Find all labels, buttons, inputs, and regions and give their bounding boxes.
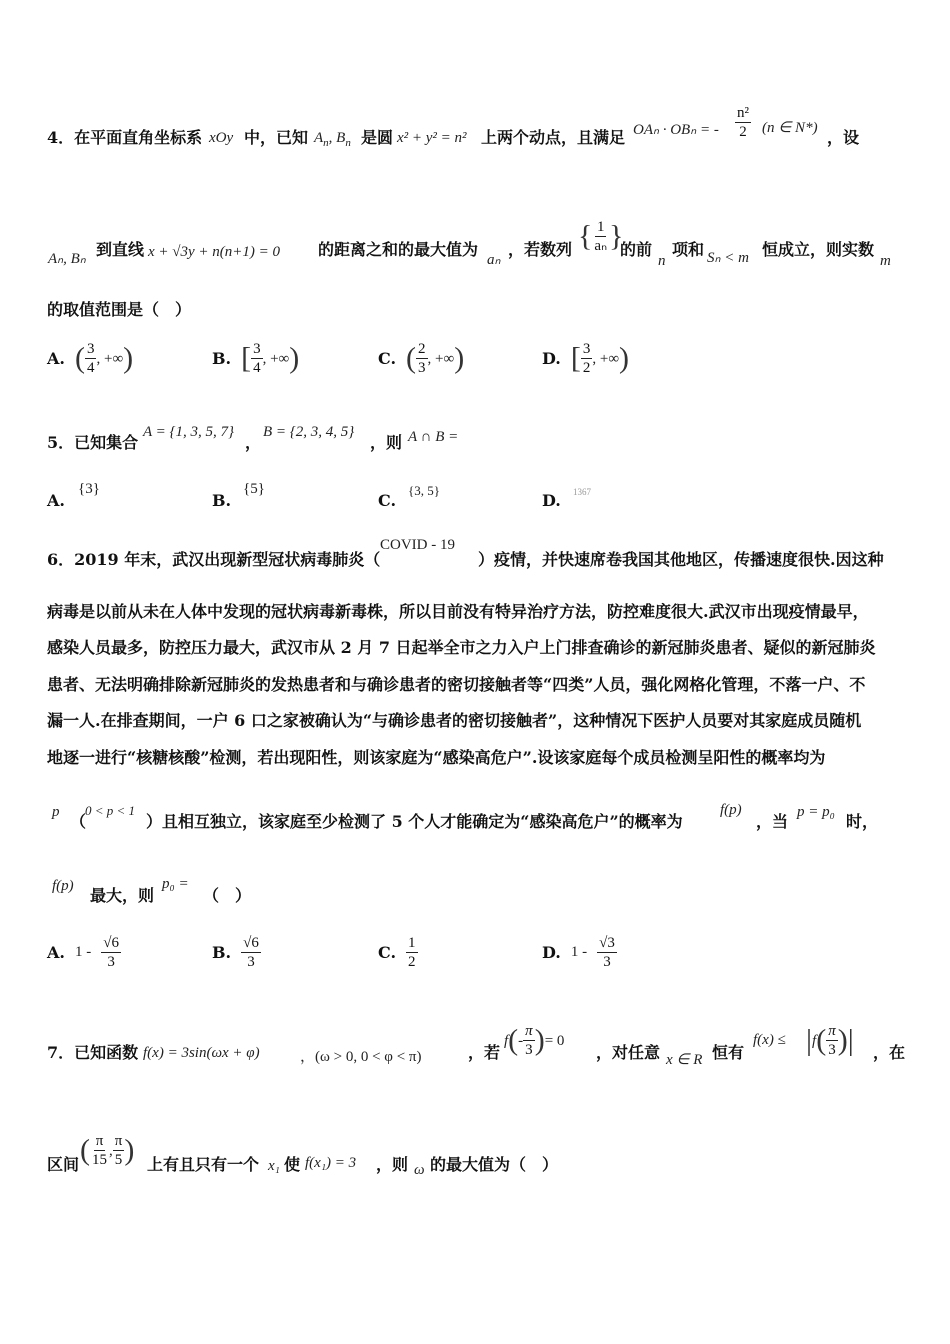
q4-seq-frac: { $\frac{1}{\text{aₙ}}$ } — [578, 219, 624, 254]
q5-setB: B = {2, 3, 4, 5} — [263, 424, 355, 440]
q7-in: ，在 — [873, 1043, 906, 1062]
q7-cond: ，(ω > 0, 0 < φ < π) — [300, 1049, 422, 1065]
q4-frac-den: 2 — [739, 124, 747, 140]
q6-line1b: ）疫情，并快速席卷我国其他地区，传播速度很快.因这种 — [478, 550, 884, 569]
q4-b-rest: , +∞ — [262, 351, 290, 367]
q6-option-b[interactable] — [212, 934, 261, 971]
q6-option-d[interactable] — [542, 934, 617, 971]
q6-when: ，当 — [756, 812, 789, 831]
q4-b-den: 4 — [253, 360, 261, 376]
q6-line6: 地逐一进行“核糖核酸”检测，若出现阳性，则该家庭为“感染高危户”.设该家庭每个成员检测呈阳性的概率均为 — [47, 748, 826, 767]
q5-option-b-label[interactable]: B. — [212, 491, 232, 510]
q5-option-a-label[interactable]: A. — [47, 491, 65, 510]
q6-blank: （ ） — [203, 886, 252, 905]
q4-seq-num: 1 — [596, 219, 605, 235]
q7-abs-three: 3 — [828, 1042, 836, 1058]
q7-forall: ，对任意 — [596, 1043, 661, 1062]
q4-line2-AnBn: Aₙ, Bₙ — [48, 251, 86, 267]
q4-xoy: xOy — [209, 130, 234, 146]
q4-c-left: ( — [406, 341, 417, 375]
q6-fp: f(p) — [720, 802, 742, 818]
q4-AnBn: $A_n$, $B_n$ — [314, 130, 351, 149]
q5-option-c-value[interactable]: {3, 5} — [408, 483, 440, 498]
q6-line3: 感染人员最多，防控压力最大，武汉市从 2 月 7 日起举全市之力入户上门排查确诊的新冠肺炎患者、疑似的新冠肺炎 — [47, 638, 876, 657]
q6-option-a[interactable] — [47, 934, 121, 971]
q5-setA: A = {1, 3, 5, 7} — [143, 424, 235, 440]
q6-line7: ）且相互独立，该家庭至少检测了 5 个人才能确定为“感染高危户”的概率为 — [146, 812, 683, 831]
q4-cond: (n ∈ N*) — [762, 120, 818, 136]
q7-interval-range: ( $\frac{\pi}{15}$ , $\frac{\pi}{5}$ ) — [80, 1133, 135, 1168]
q4-c-right: ) — [454, 341, 465, 375]
q6-line1a: 6．2019 年末，武汉出现新型冠状病毒肺炎（ — [47, 550, 381, 569]
q6-covid: COVID - 19 — [380, 537, 455, 553]
q4-option-c-label: C. — [378, 349, 397, 368]
q6-d-pre: 1 - — [570, 944, 588, 960]
q6-a-pre: 1 - — [74, 944, 92, 960]
q4-b-right: ) — [289, 341, 300, 375]
q4-c-den: 3 — [418, 360, 426, 376]
q6-a-den: 3 — [107, 954, 115, 970]
q4-a-num: 3 — [86, 341, 95, 357]
q4-c-rest: , +∞ — [427, 351, 455, 367]
q7-three: 3 — [525, 1042, 533, 1058]
q4-seq-den: aₙ — [594, 238, 608, 254]
q7-omega: ω — [414, 1162, 425, 1178]
q7-neg: - — [518, 1033, 524, 1049]
q6-c-den: 2 — [408, 954, 416, 970]
q4-frac-n2-2 — [735, 104, 751, 141]
q4-option-a[interactable] — [47, 340, 133, 377]
q4-dist-text: 的距离之和的最大值为 — [318, 240, 479, 259]
q7-only: 上有且只有一个 — [147, 1155, 260, 1174]
q4-frac-num: n² — [737, 105, 749, 121]
q7-make: 使 — [284, 1155, 301, 1174]
q6-option-d-label: D. — [542, 943, 561, 962]
q6-d-den: 3 — [603, 954, 611, 970]
q4-Sn: Sₙ < m — [707, 250, 749, 266]
q6-b-den: 3 — [247, 954, 255, 970]
q4-to-line: 到直线 — [96, 240, 145, 259]
q4-c-num: 2 — [418, 341, 426, 357]
q4-circle-eq: x² + y² = n² — [397, 130, 467, 146]
q5-option-d-value[interactable]: 1367 — [573, 487, 591, 497]
q7-interval: 区间 — [47, 1155, 80, 1174]
q6-option-b-label: B. — [212, 943, 232, 962]
q6-p0: p₀ = — [162, 876, 189, 892]
q7-fx-le: f(x) ≤ — [753, 1032, 786, 1048]
q4-d-rest: , +∞ — [592, 351, 620, 367]
q6-b-num: √6 — [243, 935, 259, 951]
q7-abs-f: |f( $\frac{\pi}{3}$ )| — [806, 1023, 854, 1058]
q4-option-a-label: A. — [47, 349, 65, 368]
q6-p: p — [52, 804, 60, 820]
q7-func: f(x) = 3sin(ωx + φ) — [143, 1045, 260, 1061]
q7-if: ，若 — [468, 1043, 501, 1062]
q4-b-left: [ — [241, 341, 252, 375]
q6-c-num: 1 — [408, 935, 416, 951]
q5-option-d-label[interactable]: D. — [542, 491, 561, 510]
q7-den-b: 5 — [114, 1152, 123, 1168]
q4-an: aₙ — [487, 252, 501, 268]
q4-n: n — [658, 253, 666, 269]
q6-p-eq: p = p₀ — [797, 804, 835, 820]
q6-max: 最大，则 — [90, 886, 155, 905]
q7-pi-a: π — [95, 1133, 104, 1149]
q4-known: 中，已知 — [244, 128, 309, 147]
q7-then: ，则 — [376, 1155, 409, 1174]
q4-option-b[interactable] — [212, 340, 299, 377]
q4-a-den: 4 — [86, 360, 95, 376]
q7-xR: x ∈ R — [666, 1052, 703, 1068]
q4-option-d[interactable] — [542, 340, 629, 377]
q6-line2: 病毒是以前从未在人体中发现的冠状病毒新毒株，所以目前没有特异治疗方法，防控难度很大.武汉市出现疫情最早， — [47, 602, 869, 621]
q7-fx1: f(x₁) = 3 — [305, 1155, 357, 1171]
q7-f-at: f(- $\frac{\pi}{3}$ )= 0 — [504, 1023, 565, 1058]
q5-option-c-label[interactable]: C. — [378, 491, 397, 510]
q7-always: 恒有 — [712, 1043, 745, 1062]
q4-a-right: ) — [123, 341, 134, 375]
q6-fp2: f(p) — [52, 878, 74, 894]
q6-option-c[interactable] — [378, 934, 418, 971]
q7-pi-b: π — [114, 1133, 123, 1149]
q4-m: m — [880, 253, 891, 269]
q7-x1: x₁ — [268, 1158, 280, 1174]
q7-eq0: = 0 — [544, 1033, 565, 1049]
q5-option-b-value[interactable]: {5} — [243, 481, 265, 497]
q4-terms: 项和 — [672, 240, 705, 259]
q4-line-eq: x + √3y + n(n+1) = 0 — [148, 244, 281, 260]
q6-option-c-label: C. — [378, 943, 397, 962]
q4-b-num: 3 — [253, 341, 261, 357]
q4-set: ，设 — [827, 128, 860, 147]
q4-range: 的取值范围是（ ） — [47, 300, 192, 319]
q4-d-num: 3 — [582, 341, 591, 357]
q4-seq-text: ，若数列 — [508, 240, 573, 259]
q4-a-left: ( — [74, 341, 85, 375]
q5-comma: ， — [245, 433, 262, 452]
q4-d-right: ) — [619, 341, 630, 375]
q5-then: ，则 — [370, 433, 403, 452]
q7-f: f — [504, 1033, 509, 1049]
q7-den-a: 15 — [92, 1152, 107, 1168]
q4-first: 的前 — [620, 240, 653, 259]
q7-ask: 的最大值为（ ） — [430, 1155, 559, 1174]
q4-two-points: 上两个动点，且满足 — [481, 128, 626, 147]
q6-paren-open: （ — [70, 812, 87, 831]
q7-abs-pi: π — [828, 1023, 836, 1039]
q7-pi: π — [525, 1023, 533, 1039]
q6-a-num: √6 — [103, 935, 119, 951]
q4-d-left: [ — [570, 341, 581, 375]
q5-option-a-value[interactable]: {3} — [78, 481, 100, 497]
q5-expr: A ∩ B = — [408, 429, 459, 445]
q6-d-num: √3 — [599, 935, 615, 951]
q4-option-d-label: D. — [542, 349, 561, 368]
q4-option-c[interactable] — [378, 340, 464, 377]
q4-a-rest: , +∞ — [96, 351, 124, 367]
q7-text: 7．已知函数 — [47, 1043, 139, 1062]
q4-d-den: 2 — [582, 360, 591, 376]
q4-holds: 恒成立，则实数 — [762, 240, 875, 259]
q4-is-circle: 是圆 — [361, 128, 394, 147]
q6-time: 时， — [846, 812, 879, 831]
q4-prefix: 4．在平面直角坐标系 — [47, 128, 203, 147]
q6-line4: 患者、无法明确排除新冠肺炎的发热患者和与确诊患者的密切接触者等“四类”人员，强化网格化管理，不落一户、不 — [47, 675, 866, 694]
q6-p-range: 0 < p < 1 — [85, 803, 136, 818]
q6-option-a-label: A. — [47, 943, 65, 962]
q4-dot-expr: OAₙ · OBₙ = - — [633, 122, 719, 138]
q6-line5: 漏一人.在排查期间，一户 6 口之家被确认为“与确诊患者的密切接触者”，这种情况下医护人员要对其家庭成员随机 — [47, 711, 862, 730]
q5-text: 5．已知集合 — [47, 433, 139, 452]
q4-option-b-label: B. — [212, 349, 232, 368]
